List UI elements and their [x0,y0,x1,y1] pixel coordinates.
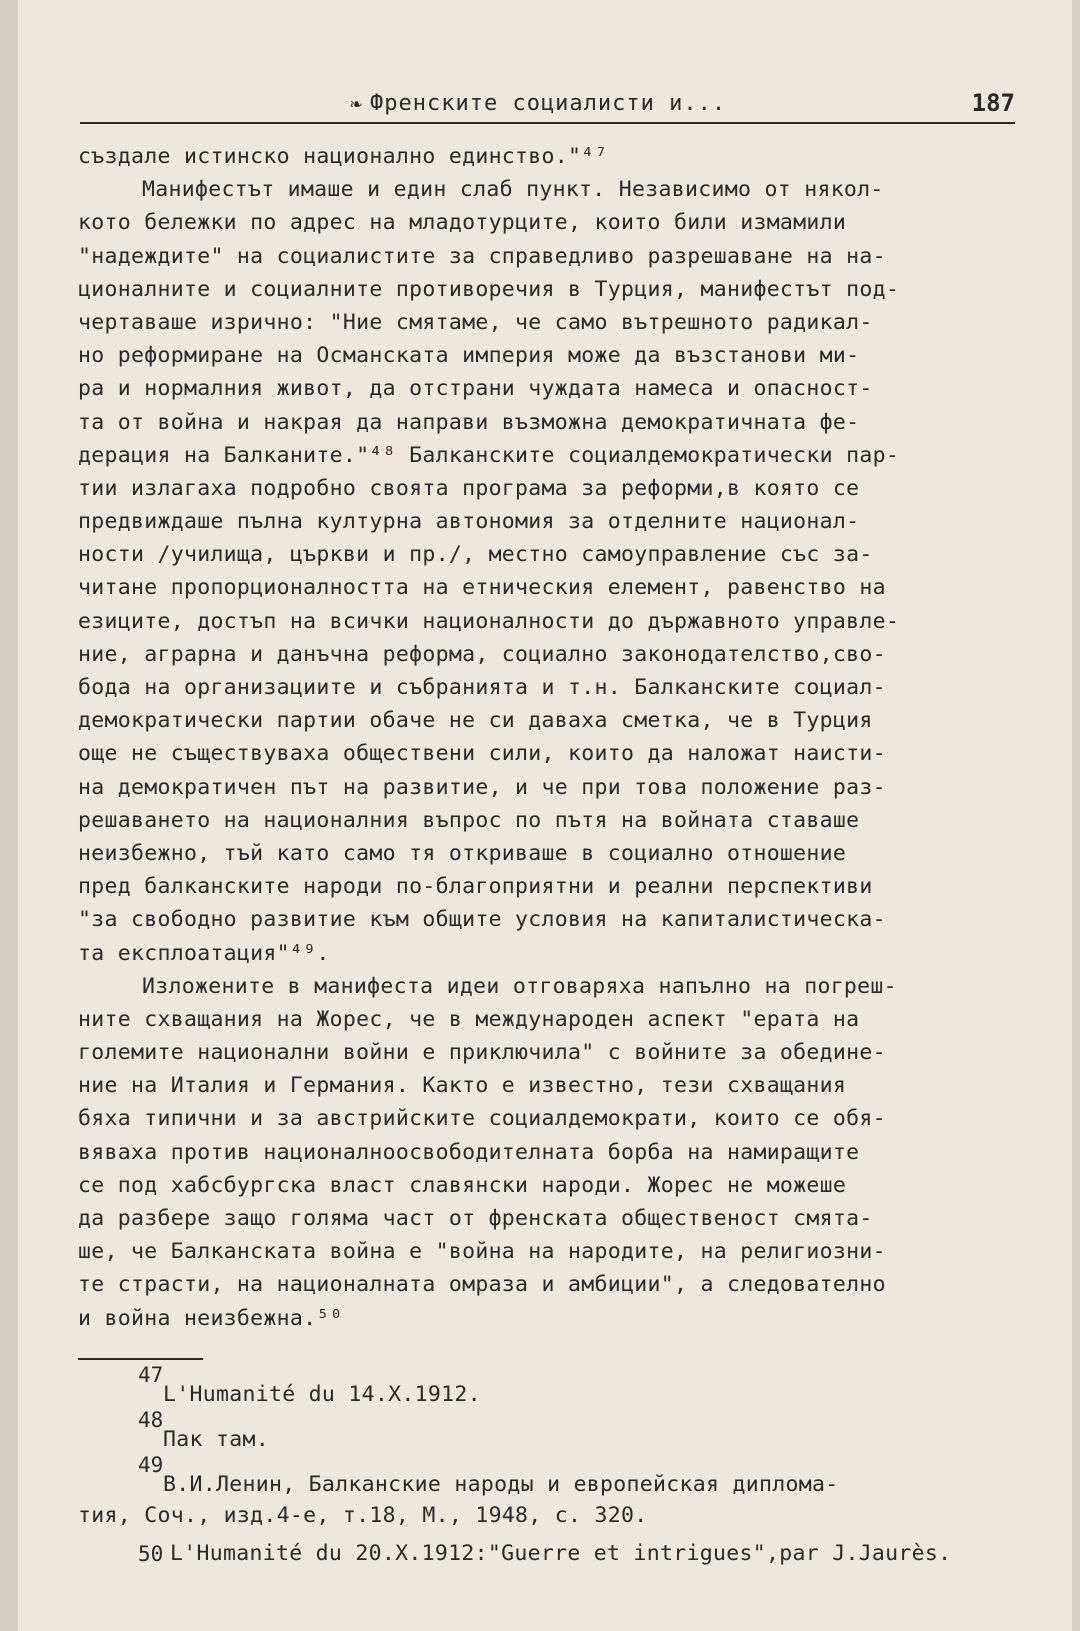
text-line: пред балканските народи по-благоприятни и реални перспективи [78,874,873,900]
text-line: та експлоатация"⁴⁹. [78,940,330,966]
text-line: кото бележки по адрес на младотурците, които били измамили [78,210,847,236]
text-line: ние на Италия и Германия. Както е известно, тези схващания [78,1073,847,1099]
text-line: на демократичен път на развитие, и че при това положение раз- [78,774,886,800]
text-line: дерация на Балканите."⁴⁸ Балканските социалдемократически пар- [78,442,900,468]
text-line: ра и нормалния живот, да отстрани чуждата намеса и опасност- [78,376,873,402]
text-line: но реформиране на Османската империя може да възстанови ми- [78,343,860,369]
text-line: неизбежно, тъй като само тя откриваше в социално отношение [78,840,847,866]
text-line: чертаваше изрично: "Ние смятаме, че само вътрешното радикал- [78,309,873,335]
text-line: решаването на националния въпрос по пътя на войната ставаше [78,807,860,833]
text-line: те страсти, на националната омраза и амбиции", а следователно [78,1272,886,1298]
text-line: бода на организациите и събранията и т.н. Балканските социал- [78,675,886,700]
footnote [78,1366,1023,1411]
body-text [78,140,1023,1335]
text-line: читане пропорционалността на етническия елемент, равенство на [78,575,886,601]
footnote [78,1535,1023,1580]
ornament-mark-icon: ❧ [350,91,363,115]
footnotes [78,1366,1023,1580]
footnote-text: L'Humanité du 14.X.1912. [163,1382,481,1407]
text-line: Манифестът имаше и един слаб пункт. Независимо от някол- [142,177,884,203]
footnote-text: тия, Соч., изд.4-е, т.18, М., 1948, с. 320. [78,1503,648,1528]
text-line: предвиждаше пълна културна автономия за отделните национал- [78,509,860,535]
text-line: и война неизбежна.⁵⁰ [78,1305,343,1331]
text-line: ности /училища, църкви и пр./, местно самоуправление със за- [78,542,873,568]
footnote-number: 50 [138,1542,164,1566]
text-line: ние, аграрна и данъчна реформа, социално законодателство,сво- [78,641,886,667]
text-line: да разбере защо голяма част от френската общественост смята- [78,1206,873,1231]
text-line: та от война и накрая да направи възможна демократичната фе- [78,409,860,435]
text-line: езиците, достъп на всички националности до държавното управле- [78,608,900,634]
footnote-text: Пак там. [163,1427,269,1452]
text-line: тии излагаха подробно своята програма за реформи,в която се [78,475,860,501]
footnote [78,1501,1023,1535]
page-edge-left [0,0,18,1631]
text-line: се под хабсбургска власт славянски народи. Жорес не можеше [78,1172,847,1198]
text-line: Изложените в манифеста идеи отговаряха напълно на погреш- [142,973,897,999]
text-line: "за свободно развитие към общите условия на капиталистическа- [78,907,886,933]
footnote-text: L'Humanité du 20.X.1912:"Guerre et intrigues",par J.Jaurès. [170,1541,952,1566]
text-line: ните схващания на Жорес, че в международен аспект "ерата на [78,1006,860,1032]
footnote-text: В.И.Ленин, Балканские народы и европейская диплома- [163,1472,839,1497]
page-edge-right [1072,0,1080,1631]
footnote-number: 48 [138,1411,164,1432]
text-line: ционалните и социалните противоречия в Турция, манифестът под- [78,276,900,302]
text-line: бяха типични и за австрийските социалдемократи, които се обя- [78,1106,886,1132]
text-line: големите национални войни е приключила" с войните за обедине- [78,1040,886,1066]
text-line: демократически партии обаче не си даваха сметка, че в Турция [78,708,873,734]
footnote-number: 49 [138,1456,164,1477]
footnote-number: 47 [138,1366,164,1387]
text-line: "надеждите" на социалистите за справедливо разрешаване на на- [78,243,886,269]
footnote [78,1456,1023,1501]
text-line: вяваха против националноосвободителната борба на намиращите [78,1139,860,1165]
text-line: още не съществуваха обществени сили, които да наложат наисти- [78,741,886,767]
running-header [80,88,1015,124]
footnote [78,1411,1023,1456]
running-title: Френските социалисти и... [370,91,727,116]
text-line: ше, че Балканската война е "война на народите, на религиозни- [78,1239,886,1265]
page-number: 187 [971,89,1015,117]
text-line: създале истинско национално единство."⁴⁷ [78,144,608,169]
footnote-rule [78,1358,203,1360]
